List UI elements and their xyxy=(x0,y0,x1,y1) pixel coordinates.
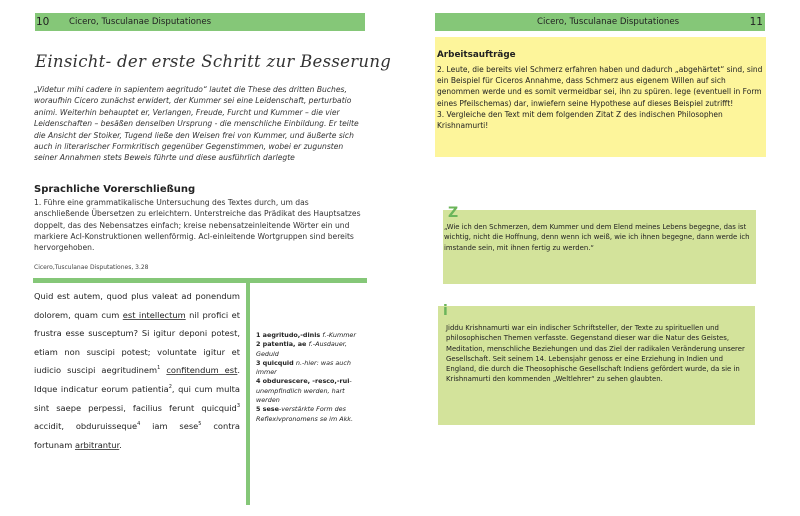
underlined-predicate: confitendum est xyxy=(166,365,238,376)
footnote-gender: f. xyxy=(322,331,327,339)
footnote-item xyxy=(256,340,366,359)
footnote-term: 4 obdurescere, -resco,-rui xyxy=(256,377,350,386)
intro-paragraph: „Videtur mihi cadere in sapientem aegritudo“ lautet die These des dritten Buches, woraufhin Cicero zunächst erwidert, der Kummer sei eine Leidenschaft, perturbatio animi. Weiterhin behauptet er, Verlangen, Freude, Furcht und Kummer – die vier Leidenschaften – besäßen denselben Ursprung - die menschliche Einbildung. Er teilte die Ansicht der Stoiker, Tugend ließe den Weisen frei von Kummer, und äußerte sich auch in literarischer Formkritisch gegenüber Gegenstimmen, wobei er zugunsten seiner Annahmen stets Beweis führte und diese ausführlich darlegte xyxy=(34,85,359,163)
footnote-gloss: -hier: was auch immer xyxy=(256,358,351,377)
latin-segment: , qui cum multa sint saepe perpessi, facilius ferunt quicquid xyxy=(34,383,241,413)
footnote-gender: f. xyxy=(308,340,313,349)
footnote-term: 1 aegritudo,-dinis xyxy=(256,331,323,339)
footnote-term: 3 quicquid xyxy=(256,358,296,367)
running-title: Cicero, Tusculanae Disputationes xyxy=(69,17,212,27)
latin-segment: . Idque indicatur eorum patientia xyxy=(34,365,240,394)
tasks-box xyxy=(435,37,766,157)
section-heading: Sprachliche Vorerschließung xyxy=(34,184,196,195)
info-box xyxy=(438,303,755,425)
task-2: 2. Leute, die bereits viel Schmerz erfahren haben und dadurch „abgehärtet“ sind, sind ein Beispiel für Ciceros Annahme, dass Schmerz aus eigenem Willen auf sich genommen werde und es somit vermeidbar sei, ihn zu spüren. lege (eventuell in Form eines Pfeilschemas) dar, inwiefern seine Hypothese auf dieses Beispiel zutrifft! xyxy=(437,65,763,108)
footnote-ref: 5 xyxy=(198,421,202,428)
vertical-divider xyxy=(246,283,250,505)
footnote-item xyxy=(256,331,366,340)
footnote-ref: 2 xyxy=(168,383,172,390)
page-number: 11 xyxy=(749,16,763,28)
footnote-term: 5 sese xyxy=(256,405,279,414)
latin-segment: contra fortunam xyxy=(34,421,240,450)
info-icon: i xyxy=(443,303,448,319)
chapter-title: Einsicht- der erste Schritt zur Besserung xyxy=(35,52,392,71)
footnote-ref: 3 xyxy=(236,402,240,409)
footnote-gloss: -Kummer xyxy=(326,331,356,339)
underlined-predicate: est intellectum xyxy=(122,309,186,320)
footnote-gender: n. xyxy=(295,358,302,367)
horizontal-divider xyxy=(33,278,367,283)
footnote-ref: 1 xyxy=(157,365,161,372)
quote-box xyxy=(443,205,756,284)
right-page xyxy=(420,0,800,516)
source-citation: Cicero,Tusculanae Disputationes, 3.28 xyxy=(34,264,149,271)
page-number: 10 xyxy=(36,16,50,28)
latin-segment: accidit, obduruisseque xyxy=(34,421,138,432)
footnote-gloss: -Ausdauer, Geduld xyxy=(256,340,347,358)
tasks-body xyxy=(437,64,765,131)
page-header xyxy=(35,13,365,31)
latin-text xyxy=(34,287,240,454)
latin-segment: nil profici et frustra esse susceptum? Si igitur deponi potest, etiam non suscipi potest; voluntate igitur et iudicio suscipi aegritudinem xyxy=(34,309,240,376)
latin-segment: . xyxy=(119,439,122,450)
info-text: Jiddu Krishnamurti war ein indischer Schriftsteller, der Texte zu spirituellen und philosophischen Themen verfasste. Gegenstand dieser war die Natur des Geistes, Meditation, menschliche Beziehungen und das Ziel der radikalen Veränderung unserer Gesellschaft. Seit seinem 14. Lebensjahr genoss er eine Erziehung in Indien und England, die durch die Theosophische Gesellschaft Indiens gefördert wurde, da sie in Krishnamurti den kommenden „Weltlehrer“ zu sehen glaubten. xyxy=(446,324,745,384)
latin-segment: Quid est autem, quod plus valeat ad ponendum dolorem, quam cum xyxy=(34,291,240,320)
footnote-item xyxy=(256,405,366,424)
underlined-predicate: arbitrantur xyxy=(74,439,120,450)
page-header xyxy=(435,13,765,31)
footnote-gloss: -unempfindlich werden, hart werden xyxy=(256,377,352,405)
footnote-item xyxy=(256,377,366,405)
latin-segment: iam sese xyxy=(140,421,199,432)
footnote-term: 2 patentia, ae xyxy=(256,340,309,349)
quote-marker: Z xyxy=(448,205,459,221)
tasks-heading: Arbeitsaufträge xyxy=(437,50,516,60)
vocabulary-footnotes xyxy=(256,331,366,424)
task-3: 3. Vergleiche den Text mit dem folgenden Zitat Z des indischen Philosophen Krishnamurti! xyxy=(437,109,723,131)
krishnamurti-quote: „Wie ich den Schmerzen, dem Kummer und dem Elend meines Lebens begegne, das ist wichtig, nicht die Hoffnung, denn wenn ich weiß, wie ich ihnen begegne, dann werde ich imstande sein, mit ihnen fertig zu werden.“ xyxy=(444,223,750,252)
footnote-gloss: -verstärkte Form des Reflexivpronomens se im Akk. xyxy=(256,405,354,423)
footnote-ref: 4 xyxy=(137,421,141,428)
exercise-1: 1. Führe eine grammatikalische Untersuchung des Textes durch, um das anschließende Übersetzen zu erleichtern. Unterstreiche das Prädikat des Hauptsatzes doppelt, das des Nebensatzes einfach; kreise nebensatzeinleitende Wörter ein und markiere AcI-Konstruktionen wellenförmig. AcI-einleitende Wortgruppen sind bereits hervorgehoben. xyxy=(34,198,361,253)
running-title: Cicero, Tusculanae Disputationes xyxy=(537,17,680,27)
footnote-item xyxy=(256,359,366,378)
